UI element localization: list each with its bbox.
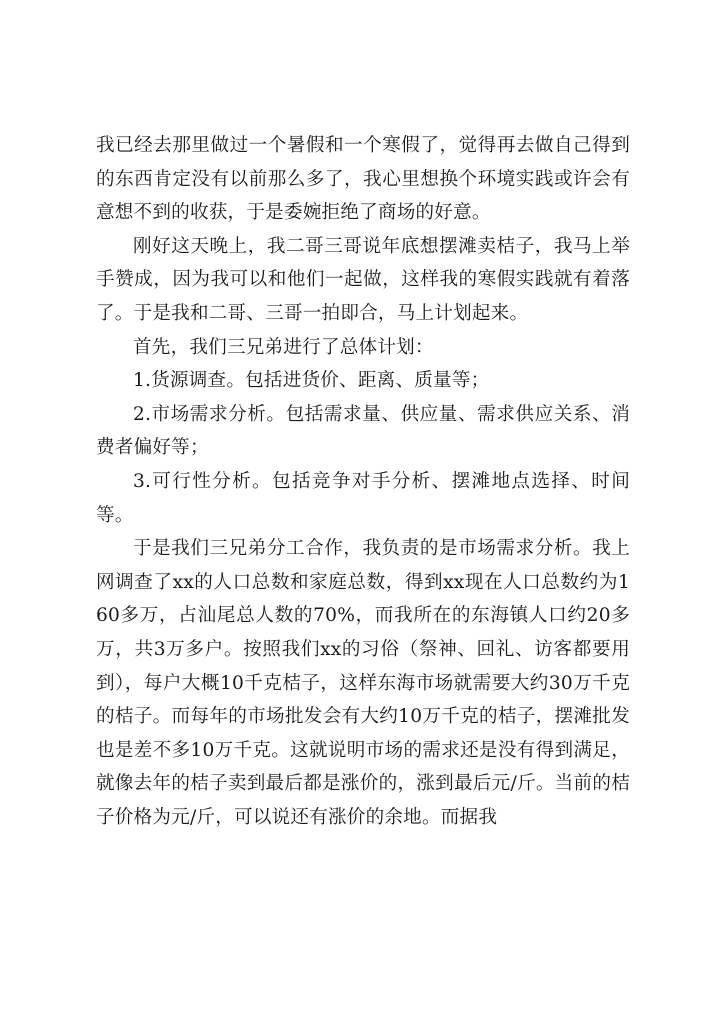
list-item-3: 3.可行性分析。包括竞争对手分析、摆滩地点选择、时间等。: [96, 470, 630, 526]
paragraph-1: 我已经去那里做过一个暑假和一个寒假了，觉得再去做自己得到的东西肯定没有以前那么多了，我心里想换个环境实践或许会有意想不到的收获，于是委婉拒绝了商场的好意。: [96, 135, 630, 224]
paragraph-4: 于是我们三兄弟分工合作，我负责的是市场需求分析。我上网调查了xx的人口总数和家庭总数，得到xx现在人口总数约为160多万，占汕尾总人数的70%，而我所在的东海镇人口约20多万，共3万多户。按照我们xx的习俗（祭神、回礼、访客都要用到），每户大概10千克桔子，这样东海市场就需要大约30万千克的桔子。而每年的市场批发会有大约10万千克的桔子，摆滩批发也是差不多10万千克。这就说明市场的需求还是没有得到满足，就像去年的桔子卖到最后都是涨价的，涨到最后元/斤。当前的桔子价格为元/斤，可以说还有涨价的余地。而据我: [96, 538, 630, 828]
paragraph-3: 首先，我们三兄弟进行了总体计划：: [133, 336, 434, 358]
paragraph-2: 刚好这天晚上，我二哥三哥说年底想摆滩卖桔子，我马上举手赞成，因为我可以和他们一起做，这样我的寒假实践就有着落了。于是我和二哥、三哥一拍即合，马上计划起来。: [96, 235, 630, 324]
list-item-1: 1.货源调查。包括进货价、距离、质量等；: [133, 370, 490, 392]
list-item-2: 2.市场需求分析。包括需求量、供应量、需求供应关系、消费者偏好等；: [96, 403, 630, 459]
document-body: [96, 129, 630, 834]
